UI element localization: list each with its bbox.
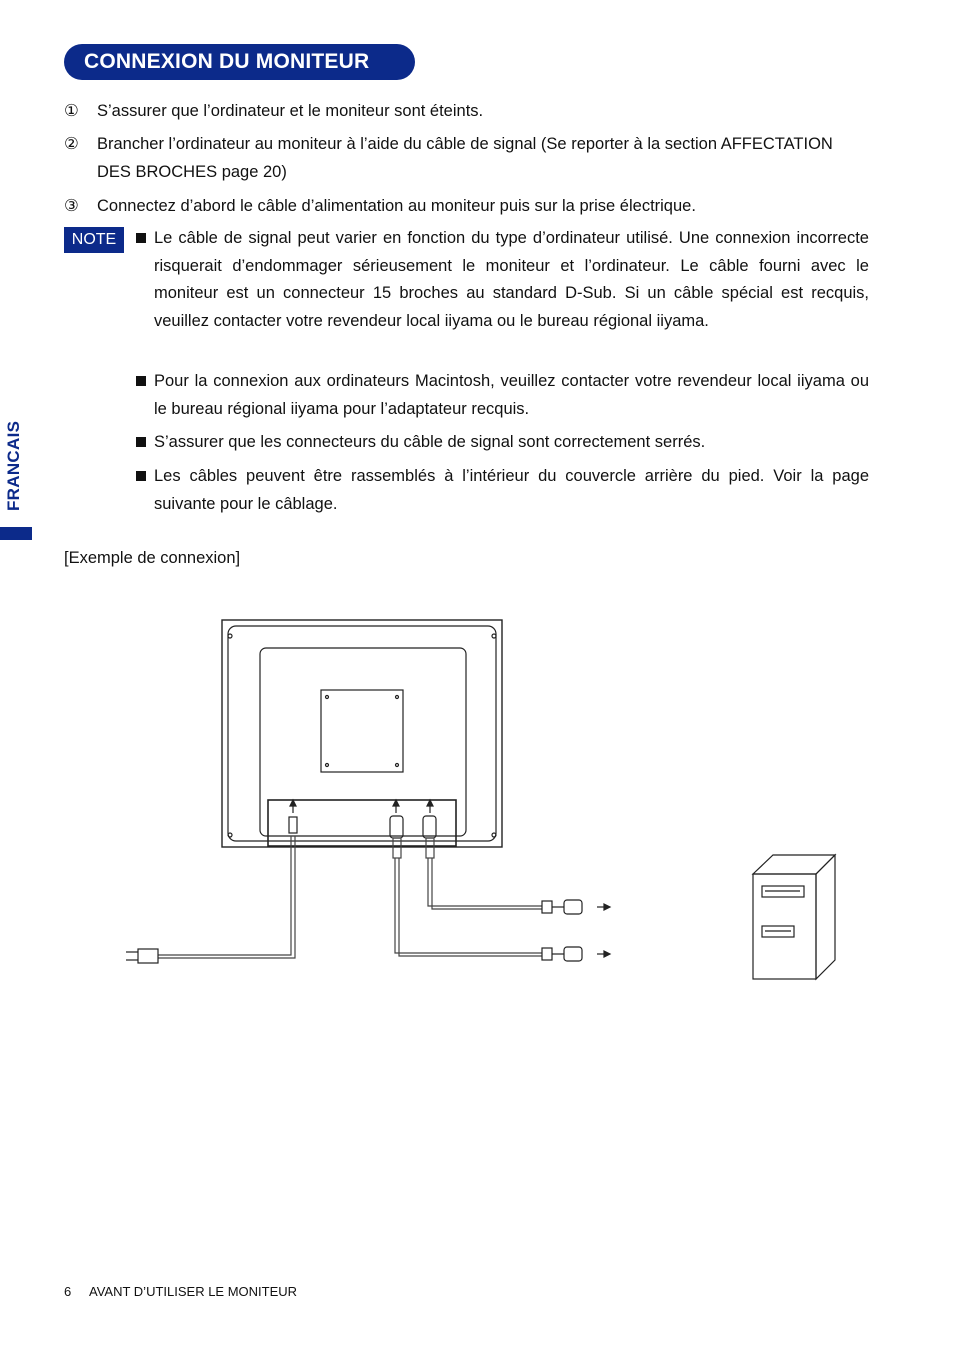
step-text: Brancher l’ordinateur au moniteur à l’aide du câble de signal (Se reporter à la section AFFECTATION DES BROCHES page 20): [97, 135, 833, 181]
page-number: 6: [64, 1284, 72, 1299]
note-bullet: [134, 225, 869, 335]
language-side-tab: [0, 410, 32, 540]
bullet-square-icon: [136, 437, 146, 447]
bullet-square-icon: [136, 233, 146, 243]
step-number: ①: [64, 102, 79, 120]
power-connector-icon: [289, 800, 297, 833]
step-number: ③: [64, 197, 79, 215]
step-text: S’assurer que l’ordinateur et le moniteur sont éteints.: [97, 102, 484, 120]
note-bullet: [134, 463, 869, 518]
monitor-back-illustration: [222, 620, 502, 847]
footer-section-title: AVANT D’UTILISER LE MONITEUR: [89, 1284, 298, 1299]
note-bullet-text: S’assurer que les connecteurs du câble de signal sont correctement serrés.: [154, 433, 706, 451]
section-title: CONNEXION DU MONITEUR: [64, 44, 415, 80]
language-label: FRANCAIS: [4, 420, 23, 512]
step-text: Connectez d’abord le câble d’alimentation au moniteur puis sur la prise électrique.: [97, 197, 696, 215]
note-badge: NOTE: [64, 227, 124, 253]
connection-diagram: [110, 610, 850, 1000]
step-number: ②: [64, 135, 79, 153]
step-2: [64, 130, 869, 186]
power-cable: [158, 836, 295, 958]
signal-cable-lower: [393, 838, 542, 956]
step-3: [64, 192, 869, 220]
arrow-right-icon: [597, 904, 610, 957]
bullet-square-icon: [136, 471, 146, 481]
note-bullet-text: Le câble de signal peut varier en fonction du type d’ordinateur utilisé. Une connexion incorrecte risquerait d’endommager sérieusement le moniteur et l’ordinateur. Le câble fourni avec le moniteur est un connecteur 15 broches au standard D-Sub. Si un câble spécial est recquis, veuillez contacter votre revendeur local iiyama ou le bureau régional iiyama.: [154, 229, 869, 330]
note-bullet: [134, 368, 869, 423]
signal-connector-icon: [390, 800, 436, 838]
note-bullet-text: Les câbles peuvent être rassemblés à l’intérieur du couvercle arrière du pied. Voir la page suivante pour le câblage.: [154, 467, 869, 513]
side-tab-bar: [0, 527, 32, 540]
example-caption: [Exemple de connexion]: [64, 549, 241, 567]
step-1: [64, 97, 869, 125]
note-bullet: [134, 429, 869, 457]
dsub-plug-icon: [542, 900, 582, 961]
bullet-square-icon: [136, 376, 146, 386]
note-bullet-text: Pour la connexion aux ordinateurs Macintosh, veuillez contacter votre revendeur local iiyama ou le bureau régional iiyama pour l’adaptateur recquis.: [154, 372, 869, 418]
power-plug-icon: [126, 949, 158, 963]
signal-cable-upper: [426, 838, 542, 909]
computer-tower-illustration: [753, 855, 835, 979]
